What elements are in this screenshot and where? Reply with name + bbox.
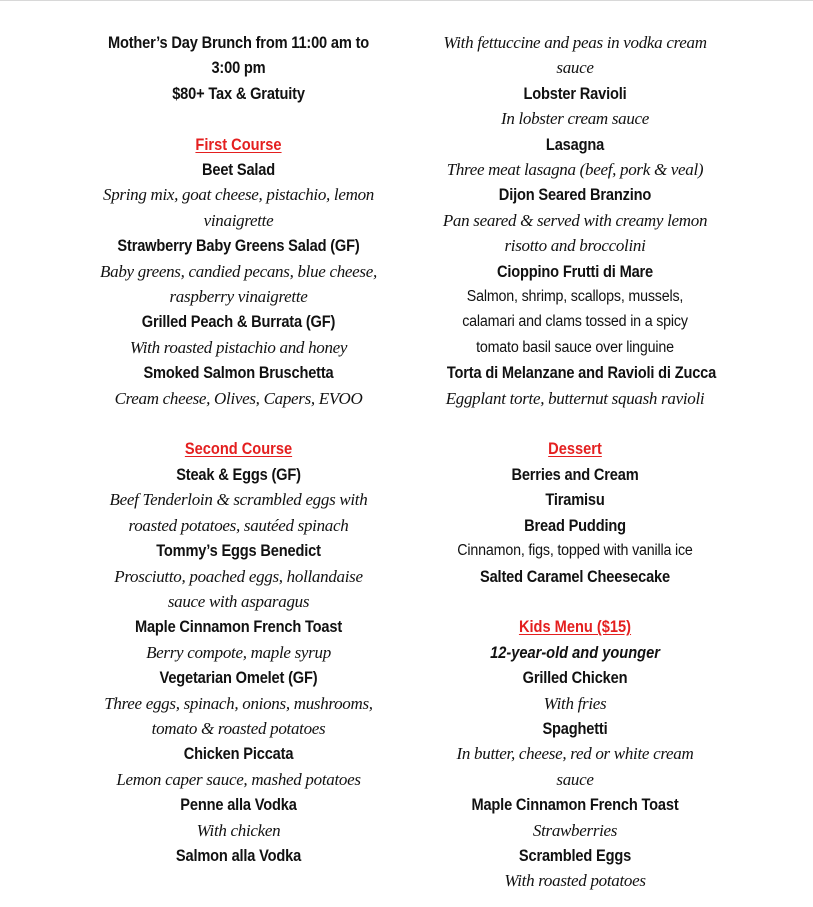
left-column	[86, 30, 391, 868]
menu-item-description: With fettuccine and peas in vodka cream	[443, 33, 707, 52]
menu-item-name: Maple Cinnamon French Toast	[134, 617, 343, 637]
menu-item-name: Beet Salad	[201, 160, 276, 180]
menu-item-description: calamari and clams tossed in a spicy	[462, 313, 688, 331]
menu-item-name: Grilled Peach & Burrata (GF)	[141, 312, 336, 332]
menu-item-description: Spring mix, goat cheese, pistachio, lemon	[103, 185, 374, 205]
menu-item-description: Prosciutto, poached eggs, hollandaise	[114, 566, 363, 586]
menu-item-description: With fries	[543, 693, 607, 713]
menu-item-name: Salmon alla Vodka	[175, 845, 302, 865]
spacer	[86, 106, 391, 131]
spacer	[426, 589, 724, 614]
kids-menu-heading: Kids Menu ($15)	[518, 617, 632, 637]
menu-item-name: Dijon Seared Branzino	[498, 185, 652, 205]
menu-item-description: sauce	[556, 58, 594, 78]
menu-item-description: Salmon, shrimp, scallops, mussels,	[466, 288, 684, 306]
first-course-heading: First Course	[195, 134, 282, 154]
menu-item-description: sauce	[556, 769, 594, 789]
menu-item-description: Strawberries	[532, 820, 618, 840]
menu-item-description: Cream cheese, Olives, Capers, EVOO	[114, 388, 363, 408]
event-price: $80+ Tax & Gratuity	[172, 83, 305, 103]
menu-item-description: tomato & roasted potatoes	[151, 718, 326, 738]
menu-item-description: vinaigrette	[203, 210, 274, 230]
menu-item-description: Baby greens, candied pecans, blue cheese,	[100, 261, 377, 281]
menu-item-name: Tommy’s Eggs Benedict	[156, 541, 321, 561]
dessert-heading: Dessert	[548, 439, 602, 459]
menu-item-name: Spaghetti	[542, 718, 608, 738]
menu-item-name: Lobster Ravioli	[523, 83, 627, 103]
menu-item-name: Cioppino Frutti di Mare	[496, 261, 654, 281]
menu-item-description: Cinnamon, figs, topped with vanilla ice	[457, 542, 693, 560]
menu-item-name: Torta di Melanzane and Ravioli di Zucca	[446, 363, 717, 383]
menu-item-name: Tiramisu	[545, 490, 605, 510]
menu-item-description: With roasted potatoes	[504, 871, 646, 891]
event-title: Mother’s Day Brunch from 11:00 am to	[107, 33, 370, 52]
menu-item-description: Three meat lasagna (beef, pork & veal)	[446, 160, 704, 180]
menu-item-name: Scrambled Eggs	[518, 845, 632, 865]
menu-item-name: Strawberry Baby Greens Salad (GF)	[117, 236, 360, 256]
menu-item-name: Steak & Eggs (GF)	[176, 464, 301, 484]
menu-item-description: roasted potatoes, sautéed spinach	[128, 515, 349, 535]
menu-item-description: Berry compote, maple syrup	[146, 642, 331, 662]
menu-item-name: Lasagna	[545, 134, 605, 154]
menu-item-description: tomato basil sauce over linguine	[476, 338, 674, 356]
menu-item-description: Pan seared & served with creamy lemon	[442, 210, 708, 230]
menu-item-description: With roasted pistachio and honey	[129, 337, 348, 357]
menu-item-description: Eggplant torte, butternut squash ravioli	[445, 388, 705, 408]
menu-item-name: Penne alla Vodka	[180, 795, 297, 815]
spacer	[86, 411, 391, 436]
spacer	[426, 411, 724, 436]
menu-item-name: Vegetarian Omelet (GF)	[159, 668, 318, 688]
menu-item-name: Maple Cinnamon French Toast	[471, 795, 679, 815]
top-divider	[0, 0, 813, 1]
menu-item-description: sauce with asparagus	[167, 591, 310, 611]
menu-item-description: risotto and broccolini	[504, 236, 646, 256]
kids-menu-subtitle: 12-year-old and younger	[490, 642, 660, 662]
second-course-heading: Second Course	[184, 439, 293, 459]
menu-item-description: Beef Tenderloin & scrambled eggs with	[109, 490, 368, 510]
right-column	[426, 30, 724, 894]
menu-item-description: In butter, cheese, red or white cream	[456, 744, 694, 764]
menu-item-description: Three eggs, spinach, onions, mushrooms,	[104, 693, 373, 713]
menu-item-name: Berries and Cream	[511, 464, 639, 484]
menu-item-name: Grilled Chicken	[522, 668, 628, 688]
menu-item-description: In lobster cream sauce	[500, 109, 650, 129]
event-time: 3:00 pm	[211, 58, 266, 78]
menu-item-name: Bread Pudding	[524, 515, 626, 535]
menu-item-name: Salted Caramel Cheesecake	[480, 566, 670, 586]
menu-item-name: Smoked Salmon Bruschetta	[143, 363, 334, 383]
menu-item-description: raspberry vinaigrette	[169, 287, 308, 307]
menu-item-description: Lemon caper sauce, mashed potatoes	[116, 769, 361, 789]
menu-item-name: Chicken Piccata	[183, 744, 294, 764]
menu-item-description: With chicken	[196, 820, 281, 840]
